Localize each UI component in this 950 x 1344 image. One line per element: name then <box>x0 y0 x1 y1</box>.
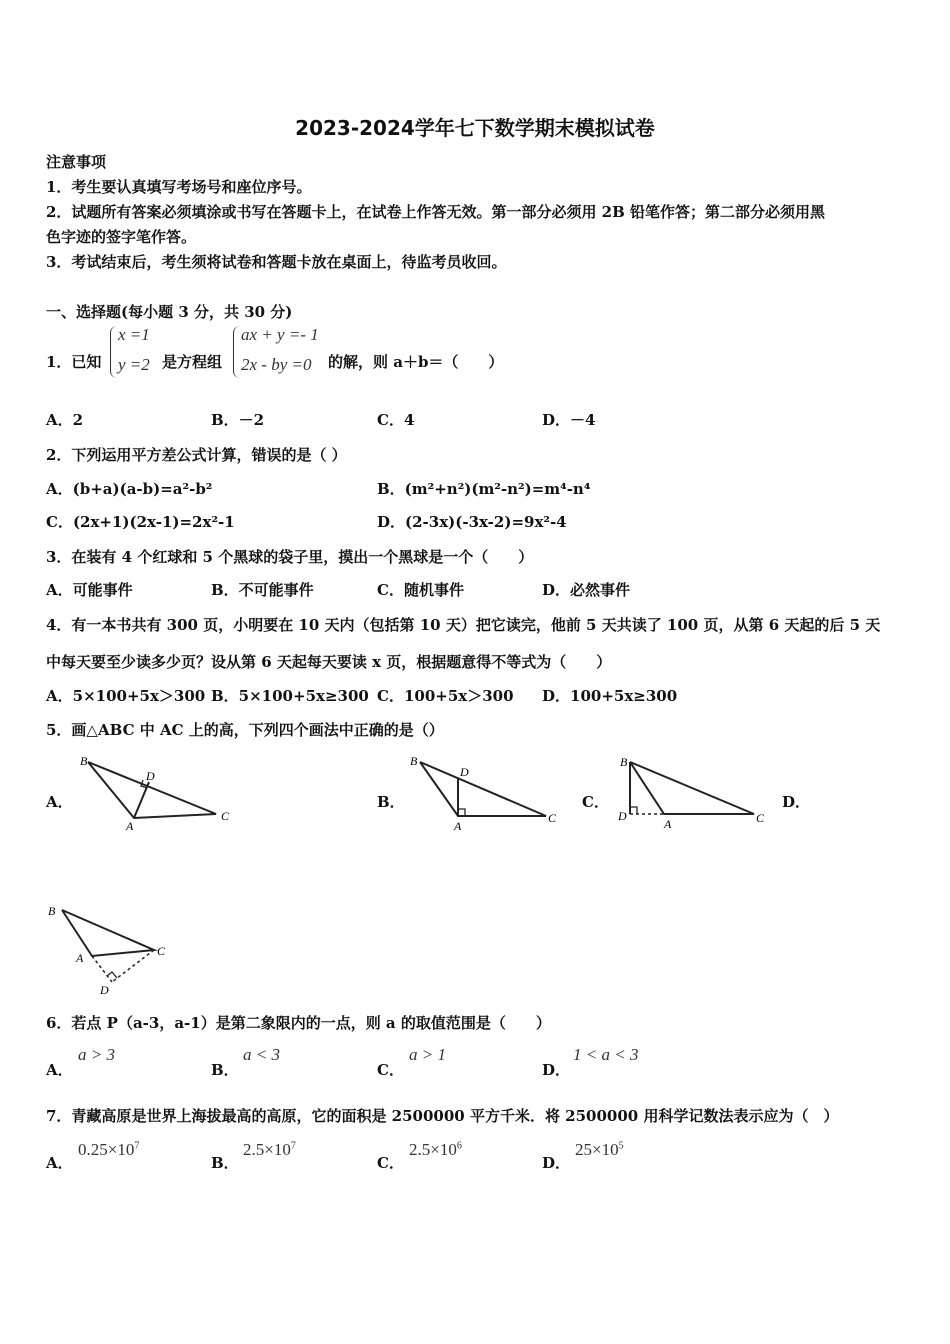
q4-option[interactable]: C．100+5x＞300 <box>377 687 514 705</box>
triangle-figure-a <box>76 752 236 834</box>
q1-prefix: 1．已知 <box>46 353 102 371</box>
vertex-label: A <box>454 819 462 833</box>
q6-option-math: a < 3 <box>243 1045 280 1064</box>
q6-option-letter[interactable]: A． <box>46 1061 73 1079</box>
q6-option-letter[interactable]: C． <box>377 1061 404 1079</box>
q7-option-math: $2.5\times 10^7$ <box>243 1140 296 1159</box>
notice-item: 3．考试结束后，考生须将试卷和答题卡放在桌面上，待监考员收回。 <box>46 253 507 271</box>
q6-option-math: a > 3 <box>78 1045 115 1064</box>
q4-stem: 中每天要至少读多少页？设从第 6 天起每天要读 x 页，根据题意得不等式为（ ） <box>46 653 612 671</box>
vertex-label: D <box>460 765 469 779</box>
q6-option-math: 1 < a < 3 <box>573 1045 639 1064</box>
q3-stem: 3．在装有 4 个红球和 5 个黑球的袋子里，摸出一个黑球是一个（ ） <box>46 548 534 566</box>
vertex-label: D <box>618 809 627 823</box>
vertex-label: C <box>756 811 765 825</box>
q1-option[interactable]: A．2 <box>46 411 84 429</box>
vertex-label: A <box>76 951 84 965</box>
vertex-label: D <box>100 983 109 997</box>
brace-icon <box>110 326 117 378</box>
q1-system2-eq: ax + y =- 1 <box>241 325 319 344</box>
q1-option[interactable]: D．－4 <box>542 411 596 429</box>
q2-option[interactable]: D．(2-3x)(-3x-2)=9x²-4 <box>377 513 567 531</box>
q1-system1-eq: x =1 <box>118 325 150 344</box>
notice-heading: 注意事项 <box>46 153 107 171</box>
triangle-figure-d <box>44 900 184 1000</box>
triangle-figure-b <box>406 752 566 834</box>
q6-option-letter[interactable]: B． <box>211 1061 239 1079</box>
q1-system1-eq: y =2 <box>118 355 150 374</box>
q2-option[interactable]: B．(m²+n²)(m²-n²)=m⁴-n⁴ <box>377 480 591 498</box>
vertex-label: A <box>664 817 672 831</box>
notice-item: 1．考生要认真填写考场号和座位序号。 <box>46 178 312 196</box>
brace-icon <box>233 326 240 378</box>
notice-item: 2．试题所有答案必须填涂或书写在答题卡上，在试卷上作答无效。第一部分必须用 2B 铅笔作答；第二部分必须用黑 <box>46 203 826 221</box>
q5-option-label[interactable]: D． <box>782 793 811 811</box>
vertex-label: C <box>157 944 166 958</box>
q1-option[interactable]: C．4 <box>377 411 415 429</box>
notice-item: 色字迹的签字笔作答。 <box>46 228 197 246</box>
vertex-label: C <box>221 809 230 823</box>
q1-mid: 是方程组 <box>162 353 223 371</box>
q5-option-label[interactable]: B． <box>377 793 405 811</box>
q5-option-label[interactable]: C． <box>582 793 609 811</box>
q1-option[interactable]: B．－2 <box>211 411 265 429</box>
q5-option-label[interactable]: A． <box>46 793 73 811</box>
q7-stem: 7．青藏高原是世界上海拔最高的高原，它的面积是 2500000 平方千米．将 2500000 用科学记数法表示应为（ ） <box>46 1107 839 1125</box>
q2-option[interactable]: C．(2x+1)(2x-1)=2x²-1 <box>46 513 235 531</box>
q3-option[interactable]: C．随机事件 <box>377 581 464 599</box>
q4-stem: 4．有一本书共有 300 页，小明要在 10 天内（包括第 10 天）把它读完，他前 5 天共读了 100 页，从第 6 天起的后 5 天 <box>46 616 881 634</box>
page-title: 2023-2024学年七下数学期末模拟试卷 <box>295 116 655 140</box>
q3-option[interactable]: A．可能事件 <box>46 581 133 599</box>
vertex-label: C <box>548 811 557 825</box>
q7-option-letter[interactable]: D． <box>542 1154 571 1172</box>
q7-option-math: $0.25\times 10^7$ <box>78 1140 140 1159</box>
q7-option-math: $25\times 10^5$ <box>575 1140 624 1159</box>
q6-option-letter[interactable]: D． <box>542 1061 571 1079</box>
q7-option-letter[interactable]: C． <box>377 1154 404 1172</box>
q2-option[interactable]: A．(b+a)(a-b)=a²-b² <box>46 480 213 498</box>
q7-option-letter[interactable]: B． <box>211 1154 239 1172</box>
triangle-figure-c <box>612 752 772 834</box>
q4-option[interactable]: D．100+5x≥300 <box>542 687 678 705</box>
vertex-label: D <box>146 769 155 783</box>
q4-option[interactable]: A．5×100+5x＞300 <box>46 687 206 705</box>
q6-stem: 6．若点 P（a-3，a-1）是第二象限内的一点，则 a 的取值范围是（ ） <box>46 1014 551 1032</box>
vertex-label: A <box>126 819 134 833</box>
vertex-label: B <box>80 754 88 768</box>
q4-option[interactable]: B．5×100+5x≥300 <box>211 687 369 705</box>
section-heading: 一、选择题(每小题 3 分，共 30 分) <box>46 303 293 321</box>
vertex-label: B <box>620 755 628 769</box>
q7-option-math: $2.5\times 10^6$ <box>409 1140 462 1159</box>
q2-stem: 2．下列运用平方差公式计算，错误的是（ ） <box>46 446 347 464</box>
q3-option[interactable]: D．必然事件 <box>542 581 631 599</box>
vertex-label: B <box>410 754 418 768</box>
q1-suffix: 的解，则 a＋b＝（ ） <box>328 353 504 371</box>
vertex-label: B <box>48 904 56 918</box>
q3-option[interactable]: B．不可能事件 <box>211 581 314 599</box>
q6-option-math: a > 1 <box>409 1045 446 1064</box>
q7-option-letter[interactable]: A． <box>46 1154 73 1172</box>
q5-stem: 5．画△ABC 中 AC 上的高，下列四个画法中正确的是（） <box>46 721 444 739</box>
q1-system2-eq: 2x - by =0 <box>241 355 312 374</box>
